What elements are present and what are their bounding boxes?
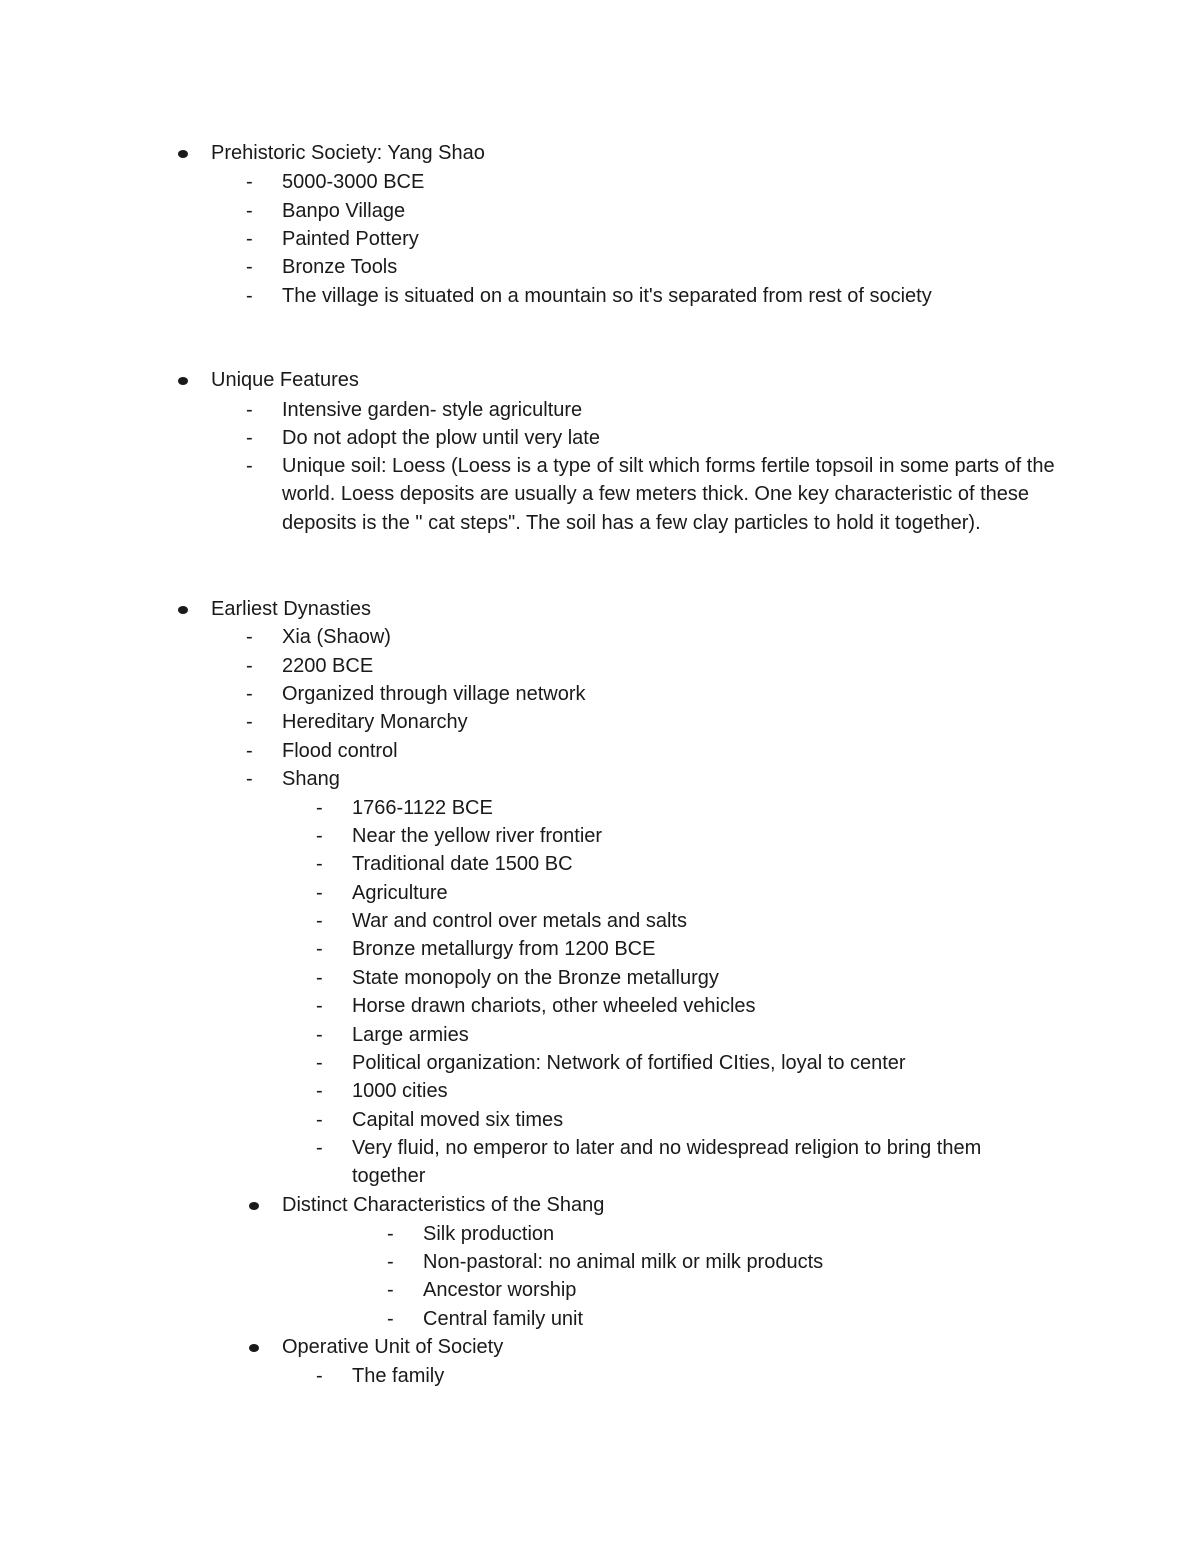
dash-icon: -	[316, 1109, 323, 1131]
dash-icon: -	[246, 711, 253, 733]
dash-icon: -	[246, 399, 253, 421]
list-item: Traditional date 1500 BC	[352, 853, 573, 875]
dash-icon: -	[316, 825, 323, 847]
dash-icon: -	[387, 1223, 394, 1245]
dash-icon: -	[246, 626, 253, 648]
dash-icon: -	[316, 882, 323, 904]
list-item: 1000 cities	[352, 1080, 448, 1102]
dash-icon: -	[316, 1052, 323, 1074]
dash-icon: -	[316, 797, 323, 819]
bullet-icon	[178, 377, 188, 385]
dash-icon: -	[246, 285, 253, 307]
list-item: Political organization: Network of fortified CIties, loyal to center	[352, 1052, 906, 1074]
dash-icon: -	[246, 228, 253, 250]
list-item: Hereditary Monarchy	[282, 711, 468, 733]
list-item: State monopoly on the Bronze metallurgy	[352, 967, 719, 989]
dash-icon: -	[246, 200, 253, 222]
list-item: Silk production	[423, 1223, 555, 1245]
dash-icon: -	[316, 1080, 323, 1102]
list-item: 1766-1122 BCE	[352, 797, 493, 819]
list-item: Painted Pottery	[282, 228, 419, 250]
bullet-icon	[249, 1202, 259, 1210]
section-heading: Unique Features	[211, 369, 359, 391]
list-item: Central family unit	[423, 1308, 584, 1330]
list-item: Banpo Village	[282, 200, 406, 222]
dash-icon: -	[246, 171, 253, 193]
dash-icon: -	[246, 683, 253, 705]
sub-heading: Distinct Characteristics of the Shang	[282, 1194, 605, 1216]
bullet-icon	[178, 606, 188, 614]
list-item: Bronze metallurgy from 1200 BCE	[352, 938, 656, 960]
bullet-icon	[178, 150, 188, 158]
list-item: Flood control	[282, 740, 398, 762]
dash-icon: -	[316, 1365, 323, 1387]
list-item: Ancestor worship	[423, 1279, 577, 1301]
list-item: Xia (Shaow)	[282, 626, 391, 648]
dash-icon: -	[246, 655, 253, 677]
dash-icon: -	[246, 256, 253, 278]
list-item: Large armies	[352, 1024, 469, 1046]
list-item: Very fluid, no emperor to later and no widespread religion to bring them together	[352, 1137, 982, 1188]
list-item: Shang	[282, 768, 340, 790]
dash-icon: -	[246, 427, 253, 449]
section-heading: Earliest Dynasties	[211, 598, 372, 620]
list-item: Near the yellow river frontier	[352, 825, 603, 847]
bullet-icon	[249, 1344, 259, 1352]
list-item: Capital moved six times	[352, 1109, 564, 1131]
dash-icon: -	[316, 910, 323, 932]
dash-icon: -	[316, 1137, 323, 1159]
list-item: Bronze Tools	[282, 256, 398, 278]
list-item: The family	[352, 1365, 445, 1387]
list-item: 5000-3000 BCE	[282, 171, 425, 193]
list-item: Do not adopt the plow until very late	[282, 427, 600, 449]
list-item: Horse drawn chariots, other wheeled vehicles	[352, 995, 756, 1017]
sub-heading: Operative Unit of Society	[282, 1336, 504, 1358]
dash-icon: -	[387, 1308, 394, 1330]
dash-icon: -	[246, 455, 253, 477]
dash-icon: -	[316, 995, 323, 1017]
dash-icon: -	[316, 967, 323, 989]
dash-icon: -	[246, 740, 253, 762]
list-item: Agriculture	[352, 882, 448, 904]
dash-icon: -	[387, 1251, 394, 1273]
dash-icon: -	[387, 1279, 394, 1301]
list-item: The village is situated on a mountain so it's separated from rest of society	[282, 285, 932, 307]
list-item: 2200 BCE	[282, 655, 374, 677]
list-item: Non-pastoral: no animal milk or milk products	[423, 1251, 824, 1273]
list-item: Intensive garden- style agriculture	[282, 399, 583, 421]
dash-icon: -	[316, 1024, 323, 1046]
dash-icon: -	[316, 938, 323, 960]
dash-icon: -	[316, 853, 323, 875]
list-item: War and control over metals and salts	[352, 910, 687, 932]
section-heading: Prehistoric Society: Yang Shao	[211, 142, 485, 164]
dash-icon: -	[246, 768, 253, 790]
list-item: Organized through village network	[282, 683, 586, 705]
list-item: Unique soil: Loess (Loess is a type of silt which forms fertile topsoil in some parts of the world. Loess deposits are usually a few meters thick. One key characteristic of these deposits is the " cat steps". The soil has a few clay particles to hold it together).	[282, 455, 1055, 534]
